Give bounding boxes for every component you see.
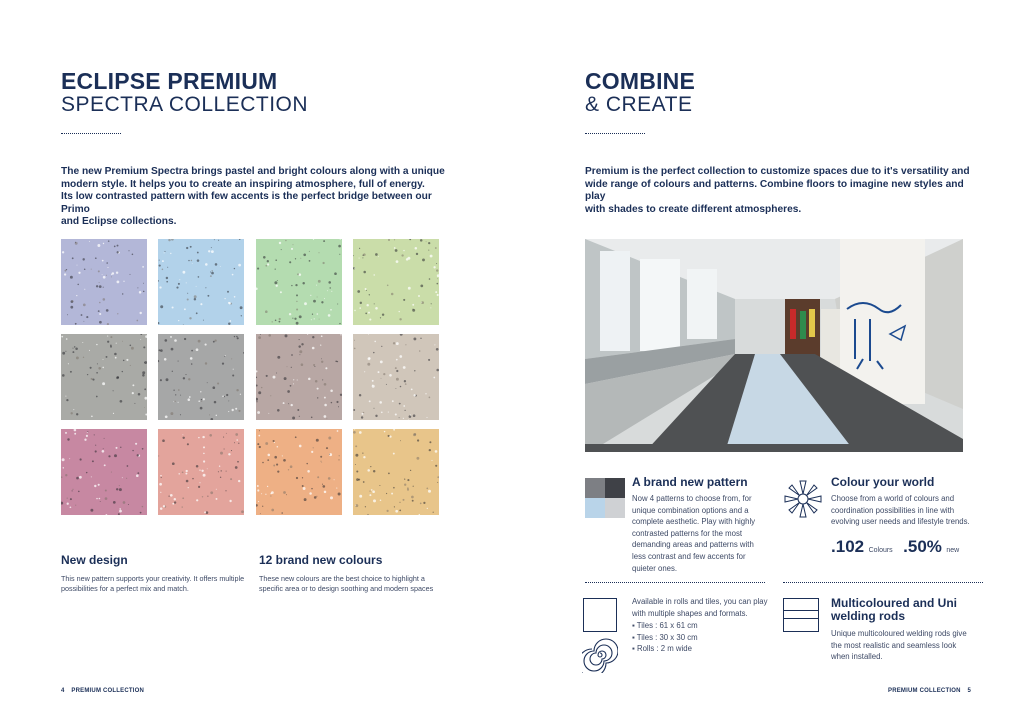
- welding-text-line: Unique multicoloured welding rods give: [831, 629, 967, 638]
- formats-item-text: Tiles : 30 x 30 cm: [636, 632, 698, 642]
- speckle-texture: [353, 429, 439, 515]
- swatch-tile: [61, 334, 147, 420]
- swatch-tile: [353, 239, 439, 325]
- formats-list-item: ▪ Tiles : 61 x 61 cm: [632, 621, 698, 630]
- feature-new-design-text: [61, 574, 251, 594]
- pattern-text-line: complete aesthetic. Play with highly: [632, 517, 756, 527]
- formats-text: [632, 596, 782, 619]
- formats-list-item: ▪ Rolls : 2 m wide: [632, 644, 692, 654]
- footer-label: PREMIUM COLLECTION: [888, 688, 961, 694]
- colour-wheel-icon: [782, 478, 824, 520]
- tile-format-icon: [583, 598, 617, 632]
- right-subtitle: & CREATE: [585, 93, 693, 116]
- pattern-icon-tile: [605, 478, 625, 498]
- colour-world-text-line: Choose from a world of colours and: [831, 494, 955, 503]
- pattern-icon-tile: [585, 478, 605, 498]
- speckle-texture: [158, 239, 244, 325]
- right-footer: [888, 688, 971, 694]
- colour-world-text-line: evolving user needs and lifestyle trends.: [831, 517, 970, 527]
- pattern-icon-tile: [585, 498, 605, 518]
- left-intro-line: Its low contrasted pattern with few accents is the perfect bridge between our Primo: [61, 191, 432, 215]
- left-title: ECLIPSE PREMIUM: [61, 68, 278, 94]
- right-intro-line: with shades to create different atmospheres.: [585, 203, 802, 215]
- formats-list-item: ▪ Tiles : 30 x 30 cm: [632, 632, 698, 642]
- pattern-icon: [585, 478, 625, 518]
- swatch-grid: [61, 239, 439, 516]
- right-intro-line: wide range of colours and patterns. Combine floors to imagine new styles and play: [585, 178, 964, 202]
- stat-bullet: .: [831, 537, 836, 556]
- swatch-tile: [61, 429, 147, 515]
- left-divider: [61, 133, 121, 134]
- speckle-texture: [353, 334, 439, 420]
- section-divider: [783, 582, 983, 583]
- speckle-texture: [61, 429, 147, 515]
- pattern-text-line: less contrast and few accents for: [632, 551, 746, 561]
- welding-rod-icon: [783, 598, 819, 632]
- speckle-texture: [353, 239, 439, 325]
- pattern-text: [632, 493, 770, 574]
- swatch-tile: [61, 239, 147, 325]
- formats-list: [632, 620, 782, 655]
- stat-colours-label: Colours: [868, 547, 893, 554]
- speckle-texture: [256, 334, 342, 420]
- speckle-texture: [158, 334, 244, 420]
- welding-title-line: Multicoloured and Uni: [831, 596, 957, 610]
- feature-colours-title: 12 brand new colours: [259, 553, 383, 567]
- left-intro-line: and Eclipse collections.: [61, 216, 177, 227]
- colour-world-title: Colour your world: [831, 475, 935, 489]
- feature-text-line: possibilities for a perfect mix and match.: [61, 584, 189, 593]
- welding-title-line: welding rods: [831, 609, 906, 623]
- formats-item-text: Rolls : 2 m wide: [636, 644, 692, 654]
- left-subtitle: SPECTRA COLLECTION: [61, 93, 309, 116]
- pattern-text-line: Now 4 patterns to choose from, for: [632, 494, 752, 503]
- stat-bullet: .: [903, 537, 908, 556]
- pattern-text-line: demanding areas and patterns with: [632, 540, 754, 550]
- speckle-texture: [256, 429, 342, 515]
- feature-text-line: This new pattern supports your creativity. It offers multiple: [61, 574, 245, 583]
- corridor-photo: [585, 239, 963, 452]
- pattern-text-line: unique combination options and a: [632, 505, 749, 515]
- swatch-tile: [158, 429, 244, 515]
- swatch-tile: [353, 334, 439, 420]
- stat-colours-value: 102: [835, 537, 865, 556]
- pattern-text-line: quieter ones.: [632, 563, 678, 573]
- left-intro: [61, 166, 461, 229]
- welding-title: [831, 597, 957, 623]
- section-divider: [585, 582, 765, 583]
- feature-text-line: specific area or to design soothing and modern spaces: [259, 584, 434, 593]
- pattern-text-line: contrasted patterns for the most: [632, 528, 743, 538]
- footer-label: PREMIUM COLLECTION: [71, 688, 145, 694]
- welding-text: [831, 628, 981, 663]
- left-intro-line: The new Premium Spectra brings pastel and bright colours along with a unique: [61, 166, 445, 177]
- pattern-icon-tile: [605, 498, 625, 518]
- swatch-tile: [158, 334, 244, 420]
- right-divider: [585, 133, 645, 134]
- right-intro: [585, 166, 975, 216]
- pattern-title: A brand new pattern: [632, 475, 748, 489]
- page-number: 5: [967, 688, 972, 694]
- swatch-tile: [353, 429, 439, 515]
- formats-text-line: with multiple shapes and formats.: [632, 608, 748, 618]
- welding-text-line: the most realistic and seamless look: [831, 640, 957, 650]
- left-intro-line: modern style. It helps you to create an inspiring atmosphere, full of energy.: [61, 178, 425, 190]
- right-title: COMBINE: [585, 68, 696, 94]
- speckle-texture: [256, 239, 342, 325]
- speckle-texture: [61, 334, 147, 420]
- roll-format-icon: [582, 637, 618, 673]
- swatch-tile: [256, 334, 342, 420]
- left-footer: [61, 688, 144, 694]
- swatch-tile: [158, 239, 244, 325]
- right-intro-line: Premium is the perfect collection to customize spaces due to it's versatility and: [585, 166, 970, 177]
- swatch-tile: [256, 239, 342, 325]
- colour-world-text: [831, 493, 971, 528]
- feature-colours-text: [259, 574, 449, 594]
- colour-world-text-line: coordination possibilities in line with: [831, 505, 955, 515]
- speckle-texture: [61, 239, 147, 325]
- page-number: 4: [61, 688, 65, 694]
- welding-text-line: when installed.: [831, 652, 883, 662]
- stat-new-value: 50%: [907, 537, 942, 556]
- feature-text-line: These new colours are the best choice to highlight a: [259, 574, 425, 583]
- formats-item-text: Tiles : 61 x 61 cm: [636, 621, 698, 630]
- formats-text-line: Available in rolls and tiles, you can play: [632, 597, 768, 606]
- stat-new-label: new: [946, 547, 960, 554]
- swatch-tile: [256, 429, 342, 515]
- feature-new-design-title: New design: [61, 553, 128, 567]
- colour-stats: [831, 537, 959, 557]
- speckle-texture: [158, 429, 244, 515]
